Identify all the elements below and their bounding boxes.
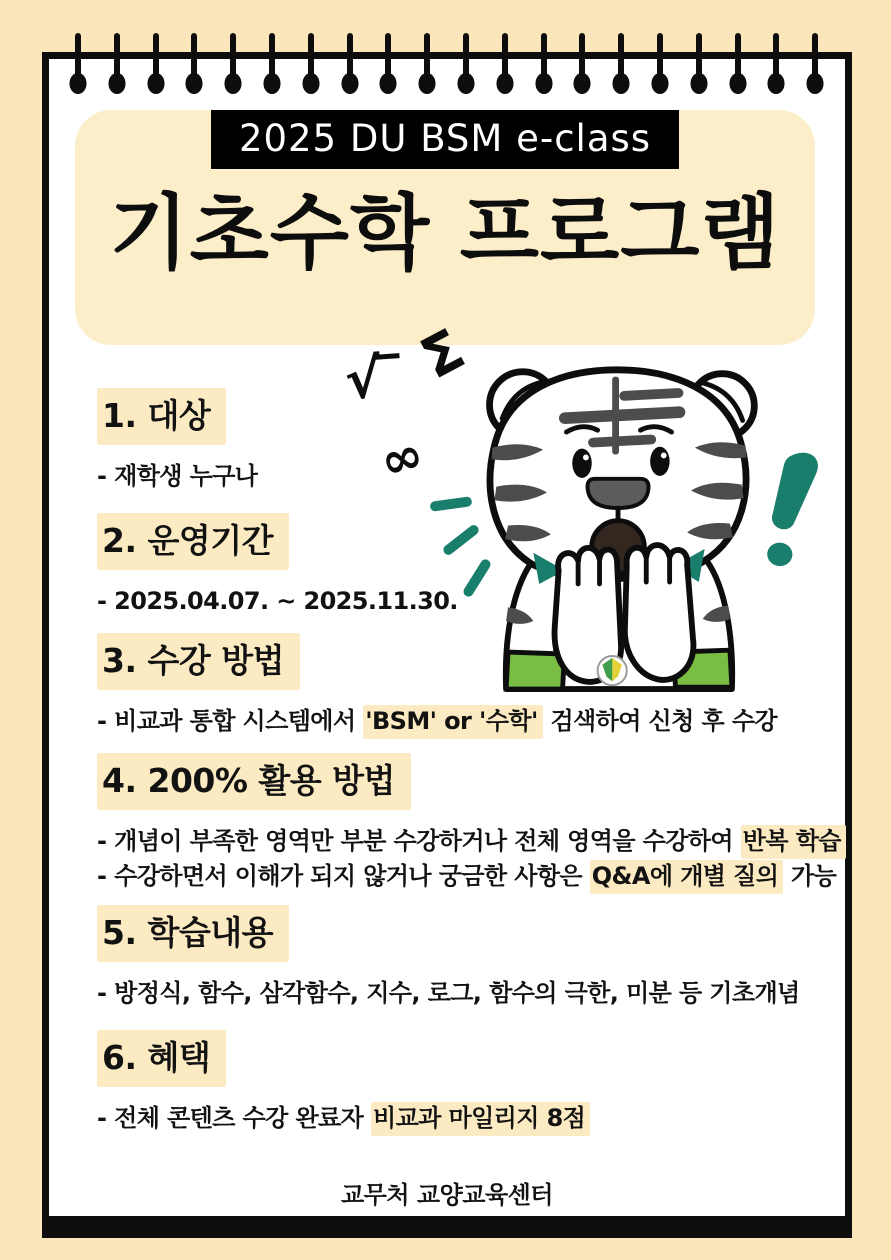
notebook-page — [42, 52, 852, 1238]
spiral-pin-icon — [696, 33, 702, 79]
spiral-pin-icon — [657, 33, 663, 79]
section-heading: 5. 학습내용 — [97, 905, 827, 962]
poster-title: 기초수학 프로그램 — [109, 186, 781, 281]
section-heading: 4. 200% 활용 방법 — [97, 753, 827, 810]
highlight-text: 비교과 마일리지 8점 — [371, 1102, 590, 1136]
infinity-icon: ∞ — [373, 424, 430, 492]
spiral-pin-icon — [347, 33, 353, 79]
section-target — [97, 388, 827, 494]
spiral-pin-icon — [579, 33, 585, 79]
spiral-pin-icon — [114, 33, 120, 79]
spiral-pin-icon — [153, 33, 159, 79]
section-line: - 재학생 누구나 — [97, 462, 258, 490]
highlight-text: 'BSM' or '수학' — [363, 705, 542, 739]
dash-icon — [430, 496, 473, 512]
spiral-pin-icon — [463, 33, 469, 79]
spiral-pin-icon — [385, 33, 391, 79]
spiral-pin-icon — [735, 33, 741, 79]
section-heading: 6. 혜택 — [97, 1030, 827, 1087]
section-heading: 1. 대상 — [97, 388, 827, 445]
spiral-pin-icon — [541, 33, 547, 79]
section-line: - 개념이 부족한 영역만 부분 수강하거나 전체 영역을 수강하여 반복 학습 — [97, 824, 827, 859]
highlight-text: 반복 학습 — [741, 825, 846, 859]
section-how-to-enroll — [97, 633, 827, 739]
section-line: - 방정식, 함수, 삼각함수, 지수, 로그, 함수의 극한, 미분 등 기초개념 — [97, 979, 800, 1007]
organizer-footer: 교무처 교양교육센터 — [340, 1181, 553, 1209]
section-line: - 비교과 통합 시스템에서 'BSM' or '수학' 검색하여 신청 후 수강 — [97, 704, 827, 739]
spiral-pin-icon — [191, 33, 197, 79]
spiral-pin-icon — [812, 33, 818, 79]
sigma-icon: Σ — [410, 316, 476, 393]
spiral-pin-icon — [773, 33, 779, 79]
square-root-icon: √ — [343, 350, 403, 408]
spiral-pin-icon — [502, 33, 508, 79]
spiral-pin-icon — [269, 33, 275, 79]
highlight-text: Q&A에 개별 질의 — [590, 860, 784, 894]
section-line: - 전체 콘텐츠 수강 완료자 비교과 마일리지 8점 — [97, 1101, 827, 1136]
section-heading: 2. 운영기간 — [97, 513, 827, 570]
spiral-pin-icon — [424, 33, 430, 79]
spiral-pin-icon — [618, 33, 624, 79]
section-usage-tips — [97, 753, 841, 894]
section-line: - 수강하면서 이해가 되지 않거나 궁금한 사항은 Q&A에 개별 질의 가능 — [97, 859, 827, 894]
section-period — [97, 513, 827, 619]
section-heading: 3. 수강 방법 — [97, 633, 827, 690]
section-benefits — [97, 1030, 827, 1136]
spiral-pin-icon — [75, 33, 81, 79]
program-badge: 2025 DU BSM e-class — [211, 110, 679, 169]
spiral-pin-icon — [308, 33, 314, 79]
spiral-pin-icon — [230, 33, 236, 79]
section-contents — [97, 905, 827, 1011]
section-line: - 2025.04.07. ~ 2025.11.30. — [97, 587, 458, 615]
spiral-binding — [0, 0, 891, 120]
title-banner — [75, 110, 815, 345]
